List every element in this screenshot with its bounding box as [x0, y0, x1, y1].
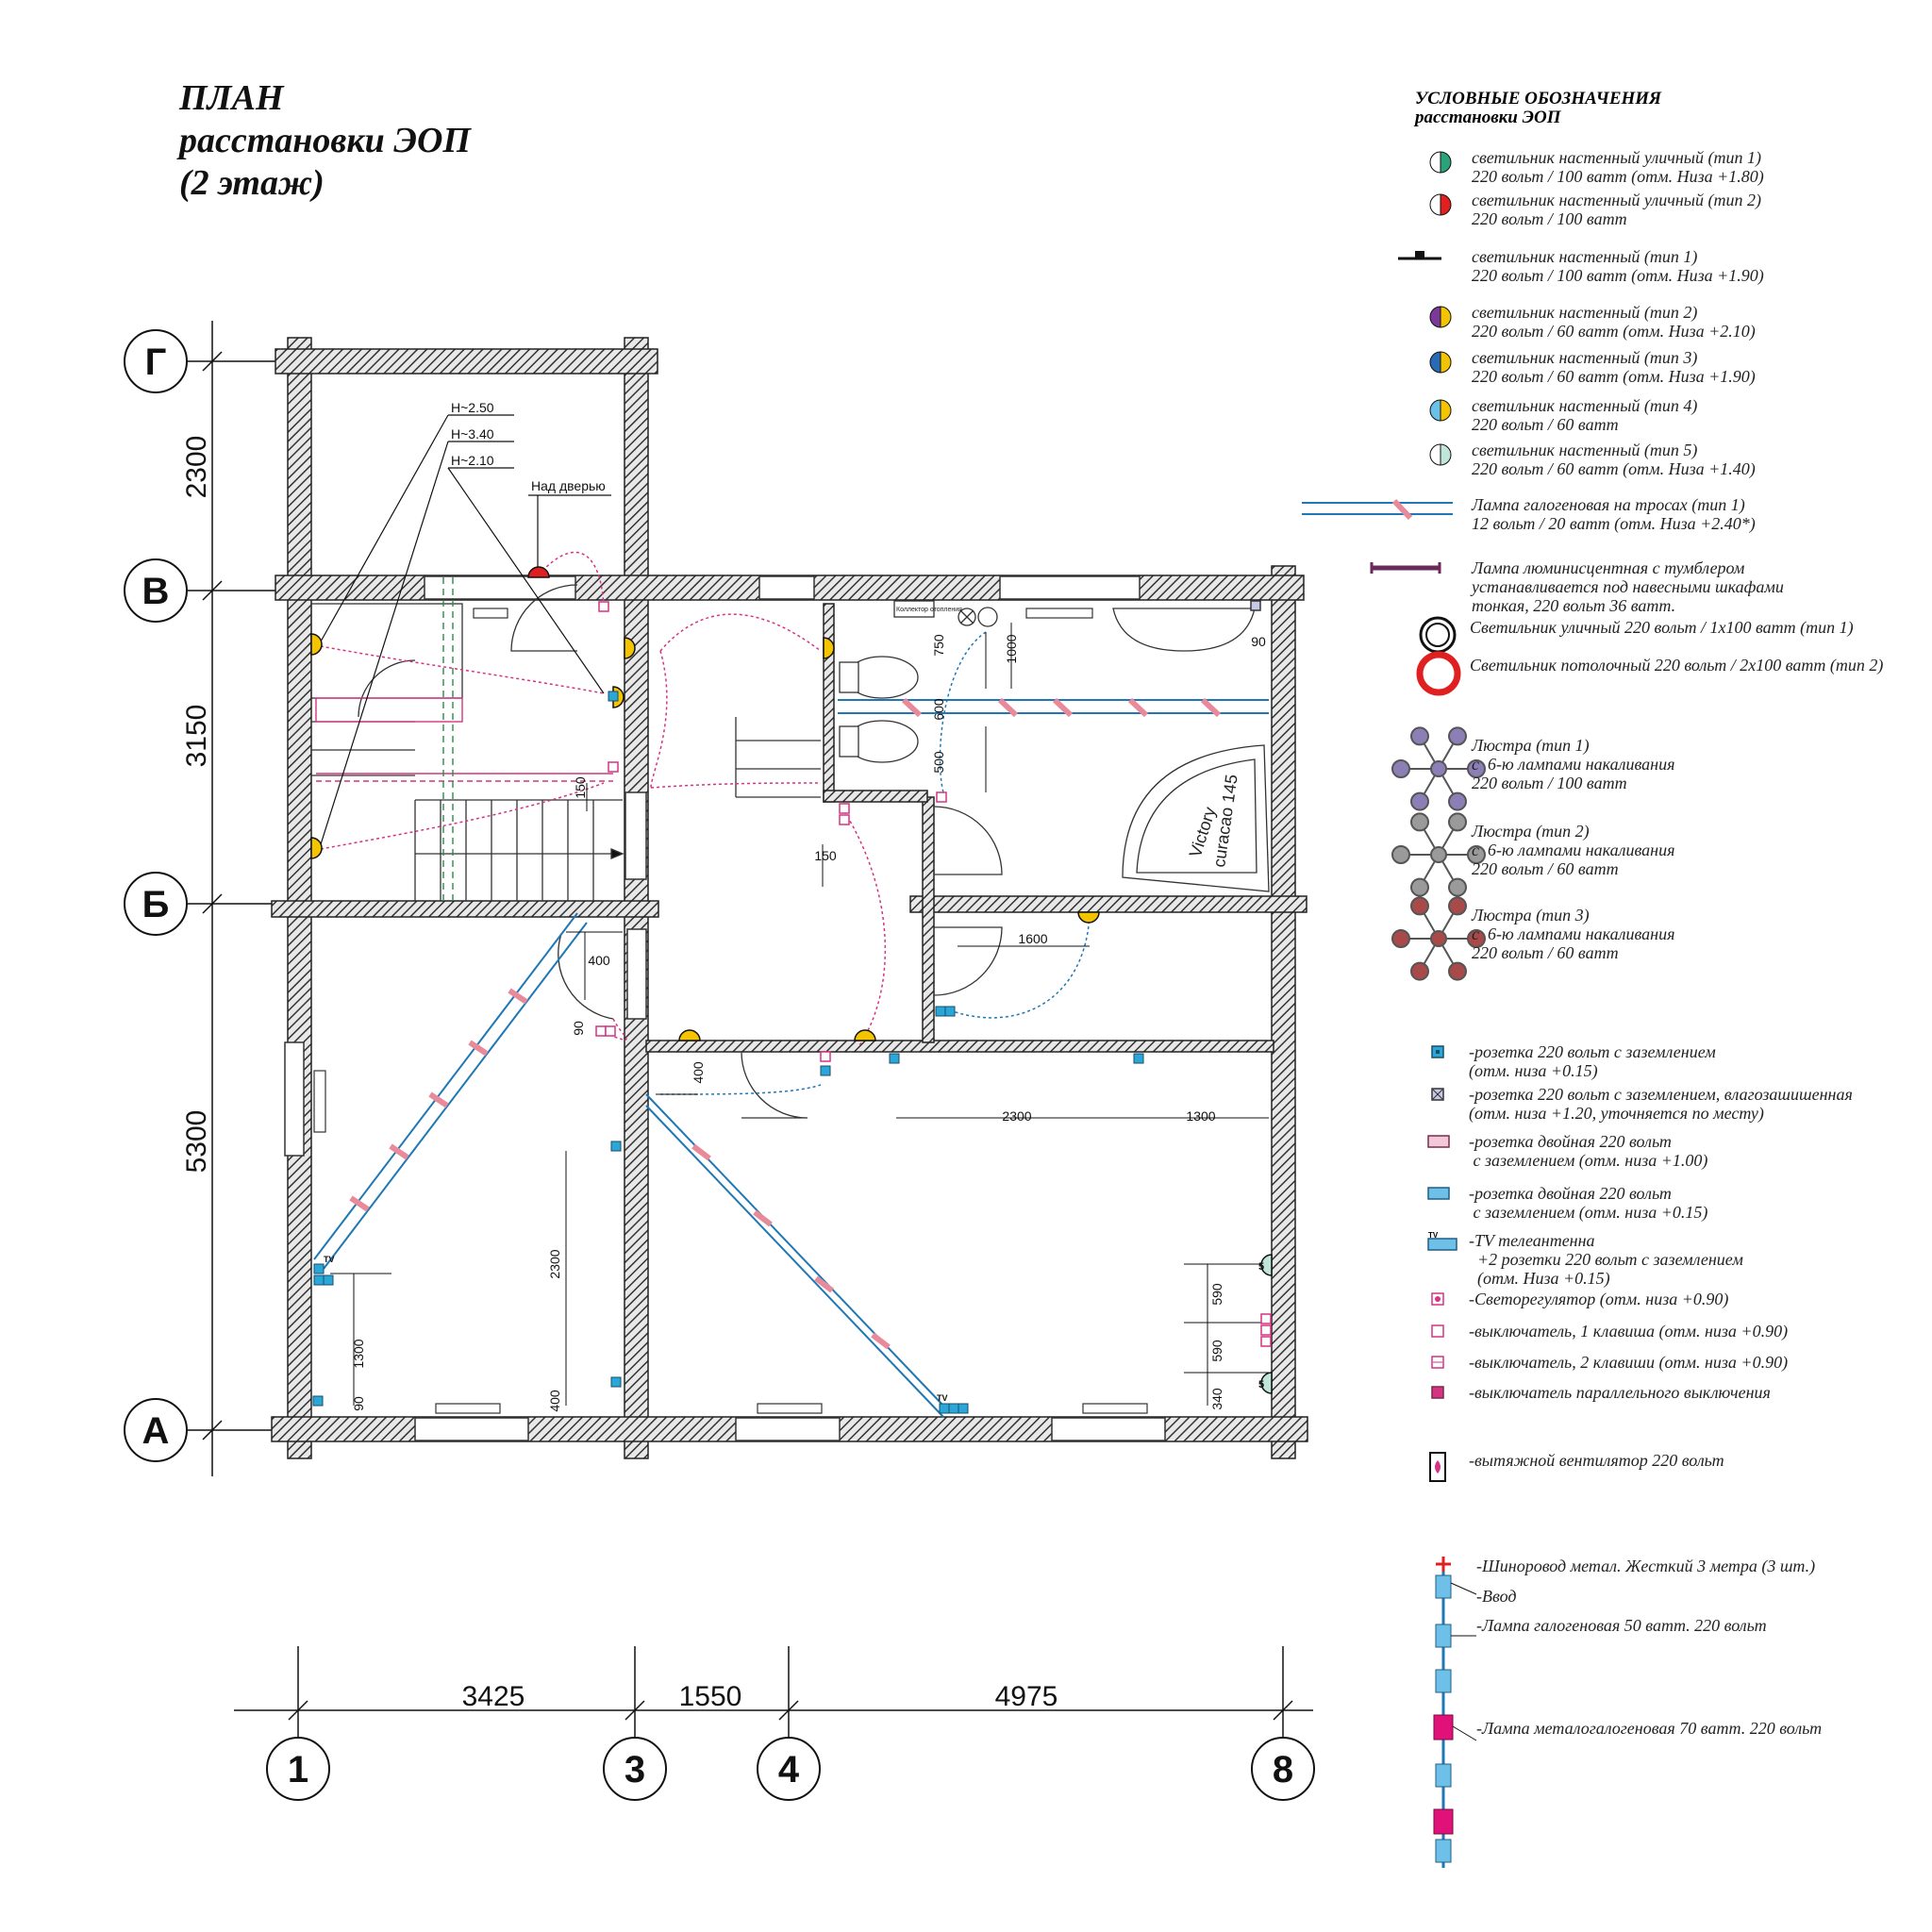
height-label-3: H~2.10: [451, 453, 494, 468]
fluorescent-icon: [1368, 558, 1443, 582]
washbasin: [1113, 608, 1255, 651]
tv-label-left: TV: [324, 1255, 335, 1264]
switch-2-icon: [1424, 1353, 1453, 1376]
tv-antenna-icon: [1424, 1231, 1462, 1258]
axis-label-b: Б: [142, 884, 170, 925]
dimmer-icon: [1424, 1290, 1453, 1313]
double-socket-low-icon: [1424, 1184, 1453, 1208]
tv-label-right: TV: [937, 1393, 948, 1403]
socket-icon: [1424, 1042, 1453, 1066]
switch-1-icon: [1424, 1322, 1453, 1345]
busbar-label-3: -Лампа галогеновая 50 ватт. 220 вольт: [1476, 1616, 1767, 1635]
legend-text: -розетка двойная 220 вольт: [1469, 1184, 1672, 1203]
busbar-label-1: -Шиноровод метал. Жесткий 3 метра (3 шт.): [1476, 1557, 1816, 1575]
corner-bathtub: [1123, 745, 1269, 891]
dim-600: 600: [931, 698, 946, 721]
legend-text: -выключатель, 1 клавиша (отм. низа +0.90): [1469, 1322, 1789, 1341]
axis-label-v: В: [142, 571, 170, 612]
dim-400-hall: 400: [588, 953, 610, 968]
legend-text: -выключатель, 2 клавиши (отм. низа +0.90): [1469, 1353, 1789, 1372]
wall-inner-4: [824, 791, 927, 802]
title-line-2: расстановки ЭОП: [179, 121, 471, 160]
wall-lamps: [311, 567, 1272, 1393]
legend-text: -выключатель параллельного выключения: [1469, 1383, 1771, 1402]
busbar-legend: [1424, 1557, 1896, 1877]
legend-text: Светильник потолочный 220 вольт / 2х100 ватт (тип 2): [1470, 656, 1884, 675]
svg-text:TV: TV: [1428, 1231, 1439, 1240]
wall-lamp-outdoor-1-icon: [1426, 148, 1455, 181]
legend-text: -розетка 220 вольт с заземлением, влагозашишенная: [1469, 1085, 1853, 1104]
dim-340: 340: [1209, 1388, 1224, 1410]
dim-150-hall: 150: [814, 848, 837, 863]
legend-text: 220 вольт / 60 ватт: [1472, 415, 1619, 434]
walls: [272, 338, 1307, 1458]
legend-text: светильник настенный (тип 3): [1472, 348, 1698, 367]
legend-text: Люстра (тип 2): [1472, 822, 1590, 841]
dim-90-left: 90: [351, 1396, 366, 1411]
ceiling-lamp-icon: [1415, 650, 1462, 702]
collector-label: Коллектор отопления: [896, 607, 962, 613]
axis-label-1: 1: [287, 1749, 309, 1790]
legend-text: 220 вольт / 60 ватт (отм. Низа +1.40): [1472, 459, 1756, 478]
dim-590-a: 590: [1209, 1283, 1224, 1306]
axis-label-a: А: [142, 1410, 170, 1452]
legend-text: 220 вольт / 60 ватт: [1472, 859, 1619, 878]
legend-subtitle: расстановки ЭОП: [1415, 108, 1561, 127]
dim-col-4975: 4975: [994, 1681, 1058, 1712]
dim-150-stair: 150: [573, 776, 588, 799]
halogen-cables: [314, 700, 1269, 1417]
dim-col-1550: 1550: [678, 1681, 742, 1712]
dim-1300-room: 1300: [1186, 1108, 1216, 1124]
wall-row-g: [275, 349, 658, 374]
legend-text: 12 вольт / 20 ватт (отм. Низа +2.40*): [1472, 514, 1756, 533]
legend-text: Люстра (тип 3): [1472, 906, 1590, 924]
radiators: [314, 608, 1147, 1413]
exhaust-fan-icon: [1424, 1451, 1453, 1488]
legend-text: Светильник уличный 220 вольт / 1х100 ватт (тип 1): [1470, 618, 1854, 637]
lamp-5-bottom: 5: [1258, 1379, 1265, 1391]
bath-brand: Victory: [1185, 805, 1220, 860]
wall-inner-1: [646, 1041, 1274, 1052]
busbar-icon: [1424, 1557, 1481, 1877]
busbar-label-2: -Ввод: [1476, 1587, 1517, 1606]
legend-text: с заземлением (отм. низа +1.00): [1469, 1151, 1708, 1170]
busbar-label-4: -Лампа металогалогеновая 70 ватт. 220 вольт: [1476, 1719, 1823, 1738]
legend-text: с 6-ю лампами накаливания: [1472, 841, 1675, 859]
staircase: [311, 604, 821, 901]
dim-90-hall: 90: [571, 1021, 586, 1036]
legend-text: Лампа люминисцентная с тумблером: [1472, 558, 1745, 577]
dim-row-3150: 3150: [181, 704, 212, 768]
socket-waterproof-icon: [1424, 1085, 1453, 1108]
axis-label-8: 8: [1272, 1749, 1294, 1790]
dimension-lines: [187, 321, 1313, 1738]
switch-parallel-icon: [1424, 1383, 1453, 1407]
title-line-1: ПЛАН: [179, 78, 284, 118]
legend-text: -розетка 220 вольт с заземлением: [1469, 1042, 1716, 1061]
wall-lamp-5-icon: [1426, 441, 1455, 474]
legend-text: 220 вольт / 60 ватт (отм. Низа +1.90): [1472, 367, 1756, 386]
dim-1600: 1600: [1018, 931, 1048, 946]
legend-text: светильник настенный (тип 4): [1472, 396, 1698, 415]
wall-lamp-outdoor-2-icon: [1426, 191, 1455, 224]
axis-label-3: 3: [624, 1749, 646, 1790]
legend-text: 220 вольт / 100 ватт: [1472, 209, 1627, 228]
dim-2300-left: 2300: [547, 1249, 562, 1279]
wall-lamp-3-icon: [1426, 348, 1455, 381]
legend-text: светильник настенный (тип 2): [1472, 303, 1698, 322]
dim-row-5300: 5300: [181, 1109, 212, 1174]
legend-text: 220 вольт / 100 ватт (отм. Низа +1.80): [1472, 167, 1764, 186]
wall-lamp-4-icon: [1426, 396, 1455, 429]
dim-90-bath: 90: [1251, 634, 1266, 649]
dim-400-left: 400: [547, 1390, 562, 1412]
wall-col-1: [288, 338, 311, 1458]
dim-1000: 1000: [1004, 634, 1019, 664]
axis-label-g: Г: [144, 341, 167, 383]
legend-text: -Светорегулятор (отм. низа +0.90): [1469, 1290, 1729, 1308]
title-line-3: (2 этаж): [179, 163, 325, 203]
legend-text: с 6-ю лампами накаливания: [1472, 755, 1675, 774]
legend-text: светильник настенный (тип 5): [1472, 441, 1698, 459]
dim-750: 750: [931, 634, 946, 657]
legend-title: УСЛОВНЫЕ ОБОЗНАЧЕНИЯ: [1415, 89, 1662, 108]
legend-text: (отм. низа +1.20, уточняется по месту): [1469, 1104, 1764, 1123]
legend-text: тонкая, 220 вольт 36 ватт.: [1472, 596, 1676, 615]
dim-2300-room: 2300: [1002, 1108, 1032, 1124]
legend-text: -TV телеантенна: [1469, 1231, 1595, 1250]
wall-inner-3: [923, 797, 934, 1042]
legend-text: -розетка двойная 220 вольт: [1469, 1132, 1672, 1151]
dim-1300-left: 1300: [351, 1339, 366, 1369]
legend-text: устанавливается под навесными шкафами: [1472, 577, 1784, 596]
legend-text: (отм. Низа +0.15): [1469, 1269, 1610, 1288]
legend-text: с 6-ю лампами накаливания: [1472, 924, 1675, 943]
legend-text: Лампа галогеновая на тросах (тип 1): [1472, 495, 1745, 514]
legend: [1302, 90, 1924, 1882]
legend-text: светильник настенный уличный (тип 2): [1472, 191, 1761, 209]
dim-400-room: 400: [691, 1061, 706, 1084]
wall-lamp-1-icon: [1396, 247, 1443, 271]
legend-text: 220 вольт / 60 ватт (отм. Низа +2.10): [1472, 322, 1756, 341]
height-label-1: H~2.50: [451, 400, 494, 415]
legend-text: с заземлением (отм. низа +0.15): [1469, 1203, 1708, 1222]
dim-row-2300: 2300: [181, 435, 212, 499]
axis-label-4: 4: [777, 1749, 800, 1790]
wall-col-3: [625, 338, 648, 1458]
legend-text: 220 вольт / 100 ватт (отм. Низа +1.90): [1472, 266, 1764, 285]
legend-text: 220 вольт / 60 ватт: [1472, 943, 1619, 962]
lamp-5-top: 5: [1258, 1261, 1265, 1273]
legend-text: +2 розетки 220 вольт с заземлением: [1469, 1250, 1743, 1269]
double-socket-high-icon: [1424, 1132, 1453, 1156]
wall-inner-2: [824, 604, 834, 802]
wall-row-b-left: [272, 901, 658, 917]
wiring-blue: [660, 632, 1090, 1094]
legend-text: -вытяжной вентилятор 220 вольт: [1469, 1451, 1724, 1470]
legend-text: светильник настенный уличный (тип 1): [1472, 148, 1761, 167]
dim-col-3425: 3425: [461, 1681, 525, 1712]
legend-text: (отм. низа +0.15): [1469, 1061, 1598, 1080]
bath-model: curacao 145: [1209, 773, 1241, 869]
dim-500: 500: [931, 751, 946, 774]
wall-col-8: [1272, 566, 1295, 1458]
dim-590-b: 590: [1209, 1340, 1224, 1362]
wall-row-b-right: [910, 896, 1307, 912]
stair-wiring: [316, 577, 613, 901]
height-label-2: H~3.40: [451, 426, 494, 441]
over-door-label: Над дверью: [531, 478, 606, 493]
legend-text: Люстра (тип 1): [1472, 736, 1590, 755]
legend-text: светильник настенный (тип 1): [1472, 247, 1698, 266]
halogen-cable-icon: [1302, 495, 1453, 528]
wall-lamp-2-icon: [1426, 303, 1455, 336]
legend-text: 220 вольт / 100 ватт: [1472, 774, 1627, 792]
